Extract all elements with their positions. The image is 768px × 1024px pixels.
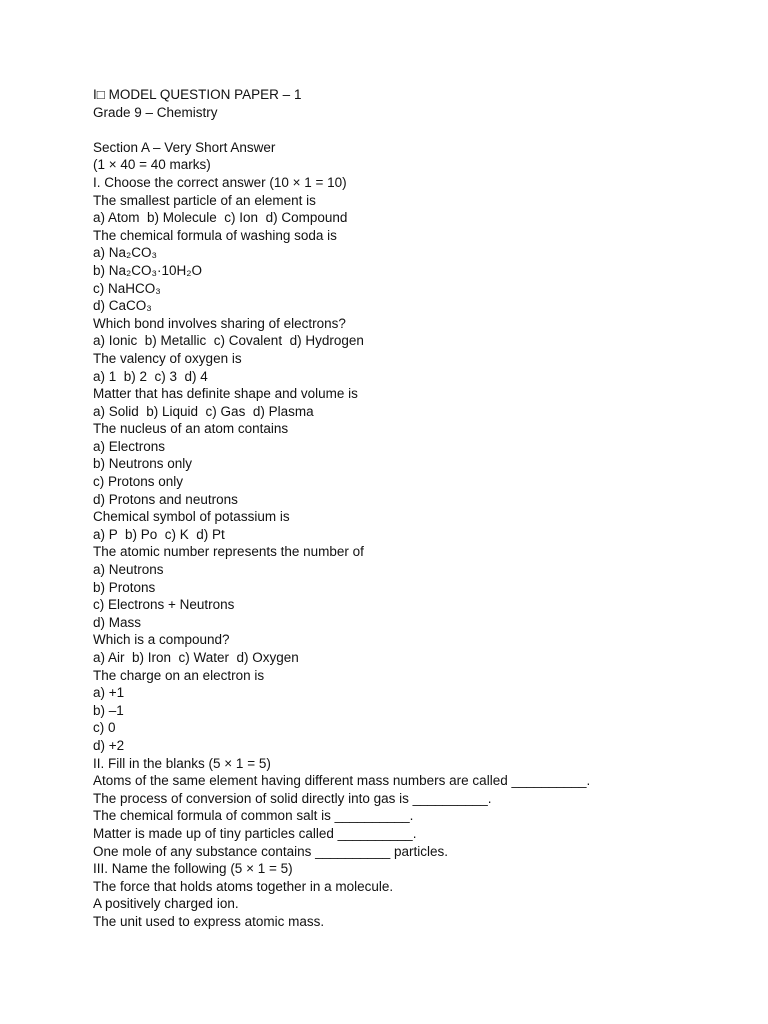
question-line: The unit used to express atomic mass.	[93, 913, 325, 929]
question-line: A positively charged ion.	[93, 896, 239, 912]
question-line: d) CaCO₃	[93, 298, 152, 314]
question-line: The chemical formula of washing soda is	[93, 227, 337, 243]
part3-heading: III. Name the following (5 × 1 = 5)	[93, 861, 293, 877]
question-line: The atomic number represents the number of	[93, 544, 364, 560]
question-line: a) Atom b) Molecule c) Ion d) Compound	[93, 210, 348, 226]
question-line: a) Air b) Iron c) Water d) Oxygen	[93, 650, 299, 665]
question-line: One mole of any substance contains __________ particles.	[93, 843, 448, 859]
question-line: The charge on an electron is	[93, 667, 265, 683]
question-line: Matter is made up of tiny particles called __________.	[93, 825, 417, 841]
spacer	[93, 121, 733, 139]
question-line: The process of conversion of solid directly into gas is __________.	[93, 790, 492, 806]
question-line: a) +1	[93, 685, 125, 701]
question-line: a) Ionic b) Metallic c) Covalent d) Hydrogen	[93, 333, 364, 349]
question-line: b) Protons	[93, 579, 156, 595]
question-paper	[93, 86, 733, 931]
question-line: b) Neutrons only	[93, 456, 193, 472]
question-line: b) Na₂CO₃·10H₂O	[93, 262, 203, 278]
section-a-marks: (1 × 40 = 40 marks)	[93, 157, 211, 173]
question-line: d) Mass	[93, 614, 142, 630]
question-line: a) 1 b) 2 c) 3 d) 4	[93, 368, 208, 384]
question-line: a) P b) Po c) K d) Pt	[93, 526, 225, 542]
question-line: c) NaHCO₃	[93, 280, 161, 296]
part2-heading: II. Fill in the blanks (5 × 1 = 5)	[93, 755, 271, 771]
question-line: a) Solid b) Liquid c) Gas d) Plasma	[93, 403, 314, 419]
question-line: Which bond involves sharing of electrons?	[93, 315, 346, 331]
question-line: a) Na₂CO₃	[93, 245, 157, 261]
question-line: Which is a compound?	[93, 632, 230, 648]
question-line: The nucleus of an atom contains	[93, 421, 289, 437]
paper-title: I□ MODEL QUESTION PAPER – 1	[93, 87, 302, 102]
question-line: The force that holds atoms together in a molecule.	[93, 878, 394, 894]
question-line: The smallest particle of an element is	[93, 192, 316, 208]
question-line: a) Electrons	[93, 438, 166, 454]
part3-questions	[93, 878, 733, 931]
paper-subtitle: Grade 9 – Chemistry	[93, 104, 218, 120]
question-line: b) –1	[93, 702, 124, 718]
part1-questions	[93, 192, 733, 755]
question-line: c) Electrons + Neutrons	[93, 597, 235, 613]
question-line: d) +2	[93, 737, 125, 753]
section-a-heading: Section A – Very Short Answer	[93, 139, 276, 155]
question-line: c) Protons only	[93, 474, 184, 490]
question-line: The chemical formula of common salt is __________.	[93, 808, 414, 824]
question-line: c) 0	[93, 720, 116, 736]
question-line: Matter that has definite shape and volume is	[93, 386, 358, 402]
question-line: d) Protons and neutrons	[93, 491, 238, 507]
question-line: Atoms of the same element having different mass numbers are called __________.	[93, 773, 591, 789]
question-line: The valency of oxygen is	[93, 350, 242, 366]
question-line: Chemical symbol of potassium is	[93, 509, 290, 525]
part1-heading: I. Choose the correct answer (10 × 1 = 10)	[93, 174, 347, 190]
part2-questions	[93, 772, 733, 860]
question-line: a) Neutrons	[93, 562, 164, 578]
